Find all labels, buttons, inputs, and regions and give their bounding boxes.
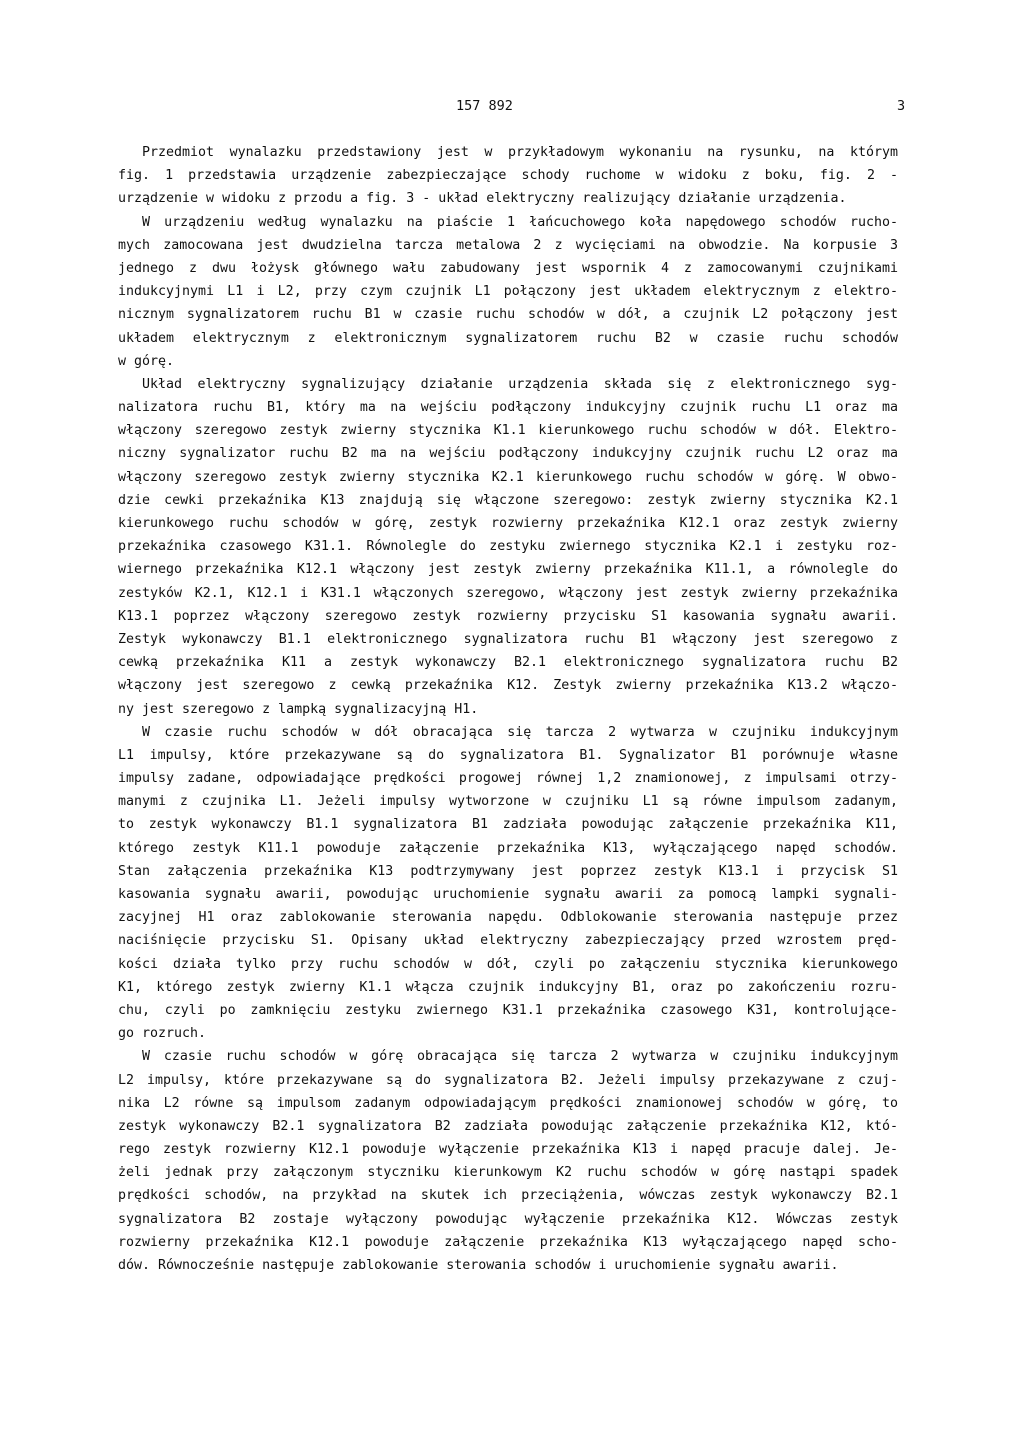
text-line: manymi z czujnika L1. Jeżeli impulsy wytworzone w czujniku L1 są równe impulsom zadanym,	[118, 794, 898, 810]
text-line: chu, czyli po zamknięciu zestyku zwiernego K31.1 przekaźnika czasowego K31, kontrolujące-	[118, 1002, 898, 1018]
text-line: kości działa tylko przy ruchu schodów w dół, czyli po załączeniu stycznika kierunkowego	[118, 956, 898, 972]
text-line: K1, którego zestyk zwierny K1.1 włącza czujnik indukcyjny B1, oraz po zakończeniu rozru-	[118, 979, 898, 995]
text-line: K13.1 poprzez włączony szeregowo zestyk rozwierny przycisku S1 kasowania sygnału awarii.	[118, 608, 898, 624]
text-line: przekaźnika czasowego K31.1. Równolegle do zestyku zwiernego stycznika K2.1 i zestyku roz-	[118, 539, 898, 555]
text-line: indukcyjnymi L1 i L2, przy czym czujnik L1 połączony jest układem elektrycznym z elektro-	[118, 284, 898, 300]
text-line: zestyk wykonawczy B2.1 sygnalizatora B2 zadziała powodując załączenie przekaźnika K12, któ-	[118, 1118, 898, 1134]
text-line: Stan załączenia przekaźnika K13 podtrzymywany jest poprzez zestyk K13.1 i przycisk S1	[118, 863, 898, 879]
text-line: nalizatora ruchu B1, który ma na wejściu podłączony indukcyjny czujnik ruchu L1 oraz ma	[118, 400, 898, 416]
text-line: kierunkowego ruchu schodów w górę, zestyk rozwierny przekaźnika K12.1 oraz zestyk zwierny	[118, 516, 898, 531]
text-line: zestyków K2.1, K12.1 i K31.1 włączonych szeregowo, włączony jest zestyk zwierny przekaźnika	[118, 585, 898, 601]
text-line: L1 impulsy, które przekazywane są do sygnalizatora B1. Sygnalizator B1 porównuje własne	[118, 747, 898, 763]
text-line: żeli jednak przy załączonym styczniku kierunkowym K2 ruchu schodów w górę nastąpi spadek	[118, 1165, 898, 1181]
text-line: Zestyk wykonawczy B1.1 elektronicznego sygnalizatora ruchu B1 włączony jest szeregowo z	[118, 631, 898, 647]
text-line: rozwierny przekaźnika K12.1 powoduje załączenie przekaźnika K13 wyłączającego napęd scho-	[118, 1234, 898, 1250]
text-line: prędkości schodów, na przykład na skutek ich przeciążenia, wówczas zestyk wykonawczy B2.1	[118, 1188, 898, 1204]
text-line: włączony szeregowo zestyk zwierny stycznika K1.1 kierunkowego ruchu schodów w dół. Elektro-	[118, 423, 898, 439]
text-line: mych zamocowana jest dwudzielna tarcza metalowa 2 z wycięciami na obwodzie. Na korpusie 3	[118, 237, 898, 253]
page-number: 3	[897, 98, 906, 114]
text-line: nicznym sygnalizatorem ruchu B1 w czasie ruchu schodów w dół, a czujnik L2 połączony jest	[118, 307, 898, 323]
text-line: kasowania sygnału awarii, powodując uruchomienie sygnału awarii za pomocą lampki sygnali-	[118, 887, 898, 902]
text-line: Przedmiot wynalazku przedstawiony jest w przykładowym wykonaniu na rysunku, na którym	[142, 145, 898, 160]
text-line: jednego z dwu łożysk głównego wału zabudowany jest wspornik 4 z zamocowanymi czujnikami	[118, 260, 898, 276]
text-line: rego zestyk rozwierny K12.1 powoduje wyłączenie przekaźnika K13 i napęd pracuje dalej. Je-	[118, 1142, 898, 1158]
text-line: impulsy zadane, odpowiadające prędkości progowej równej 1,2 znamionowej, z impulsami otrzy-	[118, 771, 898, 787]
text-line: cewką przekaźnika K11 a zestyk wykonawczy B2.1 elektronicznego sygnalizatora ruchu B2	[118, 655, 898, 671]
text-line: nika L2 równe są impulsom zadanym odpowiadającym prędkości znamionowej schodów w górę, to	[118, 1095, 898, 1111]
document-number: 157 892	[456, 98, 513, 114]
text-line: niczny sygnalizator ruchu B2 ma na wejściu podłączony indukcyjny czujnik ruchu L2 oraz ma	[118, 446, 898, 462]
document-body	[118, 141, 898, 1277]
paragraph	[118, 373, 898, 721]
text-line: Układ elektryczny sygnalizujący działanie urządzenia składa się z elektronicznego syg-	[142, 376, 898, 392]
paragraph	[118, 721, 898, 1046]
text-line: układem elektrycznym z elektronicznym sygnalizatorem ruchu B2 w czasie ruchu schodów	[118, 330, 898, 346]
text-line: urządzenie w widoku z przodu a fig. 3 - układ elektryczny realizujący działanie urządzenia.	[118, 191, 847, 207]
text-line: W czasie ruchu schodów w dół obracająca się tarcza 2 wytwarza w czujniku indukcyjnym	[142, 724, 898, 740]
paragraph	[118, 1045, 898, 1277]
text-line: dów. Równocześnie następuje zablokowanie sterowania schodów i uruchomienie sygnału awarii.	[118, 1258, 839, 1273]
text-line: ny jest szeregowo z lampką sygnalizacyjną H1.	[118, 701, 479, 717]
text-line: W urządzeniu według wynalazku na piaście 1 łańcuchowego koła napędowego schodów rucho-	[142, 214, 898, 230]
paragraph	[118, 211, 898, 373]
text-line: wiernego przekaźnika K12.1 włączony jest zestyk zwierny przekaźnika K11.1, a równolegle do	[118, 562, 898, 578]
text-line: którego zestyk K11.1 powoduje załączenie przekaźnika K13, wyłączającego napęd schodów.	[118, 840, 898, 856]
text-line: w górę.	[118, 353, 175, 369]
text-line: W czasie ruchu schodów w górę obracająca się tarcza 2 wytwarza w czujniku indukcyjnym	[142, 1049, 898, 1065]
text-line: naciśnięcie przycisku S1. Opisany układ elektryczny zabezpieczający przed wzrostem pręd-	[118, 933, 898, 949]
text-line: dzie cewki przekaźnika K13 znajdują się włączone szeregowo: zestyk zwierny stycznika K2.1	[118, 492, 898, 508]
text-line: włączony szeregowo zestyk zwierny stycznika K2.1 kierunkowego ruchu schodów w górę. W obwo-	[118, 469, 898, 485]
text-line: zacyjnej H1 oraz zablokowanie sterowania napędu. Odblokowanie sterowania następuje przez	[118, 910, 898, 926]
text-line: to zestyk wykonawczy B1.1 sygnalizatora B1 zadziała powodując załączenie przekaźnika K11,	[118, 817, 898, 833]
text-line: L2 impulsy, które przekazywane są do sygnalizatora B2. Jeżeli impulsy przekazywane z czuj-	[118, 1072, 898, 1088]
text-line: fig. 1 przedstawia urządzenie zabezpieczające schody ruchome w widoku z boku, fig. 2 -	[118, 168, 898, 184]
text-line: sygnalizatora B2 zostaje wyłączony powodując wyłączenie przekaźnika K12. Wówczas zestyk	[118, 1211, 898, 1227]
text-line: go rozruch.	[118, 1026, 207, 1042]
paragraph	[118, 141, 898, 211]
text-line: włączony jest szeregowo z cewką przekaźnika K12. Zestyk zwierny przekaźnika K13.2 włączo-	[118, 678, 898, 694]
